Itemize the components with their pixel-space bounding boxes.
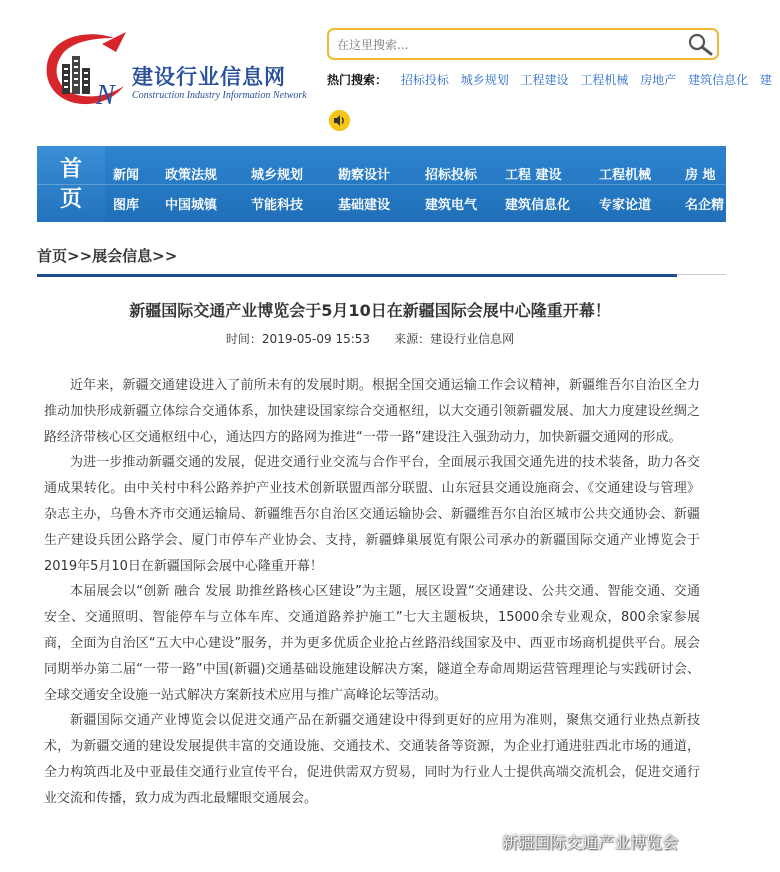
hot-link[interactable]: 房地产 bbox=[640, 73, 677, 87]
hot-link[interactable]: 建筑信息化 bbox=[688, 73, 749, 87]
nav-item-construction[interactable]: 工程 建设 bbox=[505, 168, 562, 183]
breadcrumb-home[interactable]: 首页 bbox=[37, 247, 68, 265]
nav-item-planning[interactable]: 城乡规划 bbox=[251, 168, 304, 183]
nav-item-machinery[interactable]: 工程机械 bbox=[599, 168, 652, 183]
hot-link[interactable]: 建 bbox=[759, 73, 772, 87]
main-nav bbox=[37, 146, 726, 222]
hot-search-label: 热门搜索： bbox=[327, 73, 388, 87]
wechat-watermark bbox=[474, 828, 678, 854]
svg-text:N: N bbox=[96, 80, 115, 111]
divider bbox=[677, 274, 726, 275]
nav-home-char: 首 bbox=[59, 156, 82, 182]
article-source: 建设行业信息网 bbox=[430, 332, 515, 346]
article-body bbox=[44, 373, 700, 812]
site-name: 建设行业信息网 bbox=[132, 65, 286, 89]
nav-item-news[interactable]: 新闻 bbox=[113, 168, 140, 183]
time-label: 时间： bbox=[225, 332, 262, 346]
watermark-text: 新疆国际交通产业博览会 bbox=[502, 832, 679, 852]
breadcrumb-separator: >> bbox=[152, 247, 178, 265]
breadcrumb-separator: >> bbox=[67, 247, 93, 265]
logo-emblem-icon bbox=[42, 30, 130, 110]
nav-item-gallery[interactable]: 图库 bbox=[113, 198, 140, 213]
hot-link[interactable]: 城乡规划 bbox=[460, 73, 509, 87]
nav-item-energy[interactable]: 节能科技 bbox=[251, 198, 304, 213]
article-paragraph: 本届展会以“创新 融合 发展 助推丝路核心区建设”为主题，展区设置“交通建设、公共交通、智能交通、交通安全、交通照明、智能停车与立体车库、交通道路养护施工”七大主题板块，15000余专业观众，800余家参展商，全面为自治区“五大中心建设”服务，并为更多优质企业抢占丝路沿线国家及中、西亚市场商机提供平台。展会同期举办第二届“一带一路”中国(新疆)交通基础设施建设解决方案，隧道全寿命周期运营管理理论与实践研讨会、全球交通安全设施一站式解决方案新技术应用与推广高峰论坛等活动。 bbox=[44, 584, 700, 703]
article-paragraph: 近年来，新疆交通建设进入了前所未有的发展时期。根据全国交通运输工作会议精神，新疆维吾尔自治区全力推动加快形成新疆立体综合交通体系，加快建设国家综合交通枢纽，以大交通引领新疆发展、加大力度建设丝绸之路经济带核心区交通枢纽中心，通达四方的路网为推进“一带一路”建设注入强劲动力，加快新疆交通网的形成。 bbox=[44, 378, 700, 445]
publish-time: 2019-05-09 15:53 bbox=[261, 332, 371, 346]
nav-item-enterprises[interactable]: 名企精 bbox=[685, 198, 725, 213]
site-logo[interactable] bbox=[42, 30, 332, 110]
wechat-icon bbox=[474, 832, 496, 850]
hot-search bbox=[327, 71, 780, 88]
nav-item-experts[interactable]: 专家论道 bbox=[599, 198, 652, 213]
article-paragraph: 新疆国际交通产业博览会以促进交通产品在新疆交通建设中得到更好的应用为准则，聚焦交通行业热点新技术，为新疆交通的建设发展提供丰富的交通设施、交通技术、交通装备等资源，为企业打通进驻西北市场的通道，全力构筑西北及中亚最佳交通行业宣传平台，促进供需双方贸易，同时为行业人士提供高端交流机会，促进交通行业交流和传播，致力成为西北最耀眼交通展会。 bbox=[44, 713, 700, 806]
speaker-icon[interactable] bbox=[329, 110, 350, 131]
nav-item-electric[interactable]: 建筑电气 bbox=[425, 198, 478, 213]
nav-divider bbox=[37, 184, 726, 185]
nav-item-towns[interactable]: 中国城镇 bbox=[165, 198, 218, 213]
hot-link[interactable]: 招标投标 bbox=[400, 73, 449, 87]
nav-item-design[interactable]: 勘察设计 bbox=[338, 168, 391, 183]
nav-item-informatization[interactable]: 建筑信息化 bbox=[505, 198, 571, 213]
hot-link[interactable]: 工程建设 bbox=[520, 73, 569, 87]
nav-item-realestate[interactable]: 房 地 bbox=[685, 168, 716, 183]
breadcrumb bbox=[37, 245, 177, 266]
nav-item-bidding[interactable]: 招标投标 bbox=[425, 168, 478, 183]
search-icon[interactable] bbox=[685, 32, 715, 56]
breadcrumb-underline bbox=[37, 274, 677, 277]
hot-link[interactable]: 工程机械 bbox=[580, 73, 629, 87]
nav-item-infrastructure[interactable]: 基础建设 bbox=[338, 198, 391, 213]
source-label: 来源： bbox=[394, 332, 431, 346]
search-bar bbox=[327, 28, 719, 60]
search-input[interactable] bbox=[337, 35, 667, 55]
nav-item-policy[interactable]: 政策法规 bbox=[165, 168, 218, 183]
nav-home-char: 页 bbox=[59, 186, 82, 212]
breadcrumb-section[interactable]: 展会信息 bbox=[92, 247, 153, 265]
site-name-english: Construction Industry Information Network bbox=[132, 90, 307, 101]
article-paragraph: 为进一步推动新疆交通的发展，促进交通行业交流与合作平台，全面展示我国交通先进的技术装备，助力各交通成果转化。由中关村中科公路养护产业技术创新联盟西部分联盟、山东冠县交通设施商会、《交通建设与管理》杂志主办，乌鲁木齐市交通运输局、新疆维吾尔自治区交通运输协会、新疆维吾尔自治区城市公共交通协会、新疆生产建设兵团公路学会、厦门市停车产业协会、支持，新疆蜂巢展览有限公司承办的新疆国际交通产业博览会于2019年5月10日在新疆国际会展中心隆重开幕！ bbox=[44, 455, 700, 574]
article-meta bbox=[0, 330, 740, 347]
article-title: 新疆国际交通产业博览会于5月10日在新疆国际会展中心隆重开幕！ bbox=[129, 301, 611, 320]
